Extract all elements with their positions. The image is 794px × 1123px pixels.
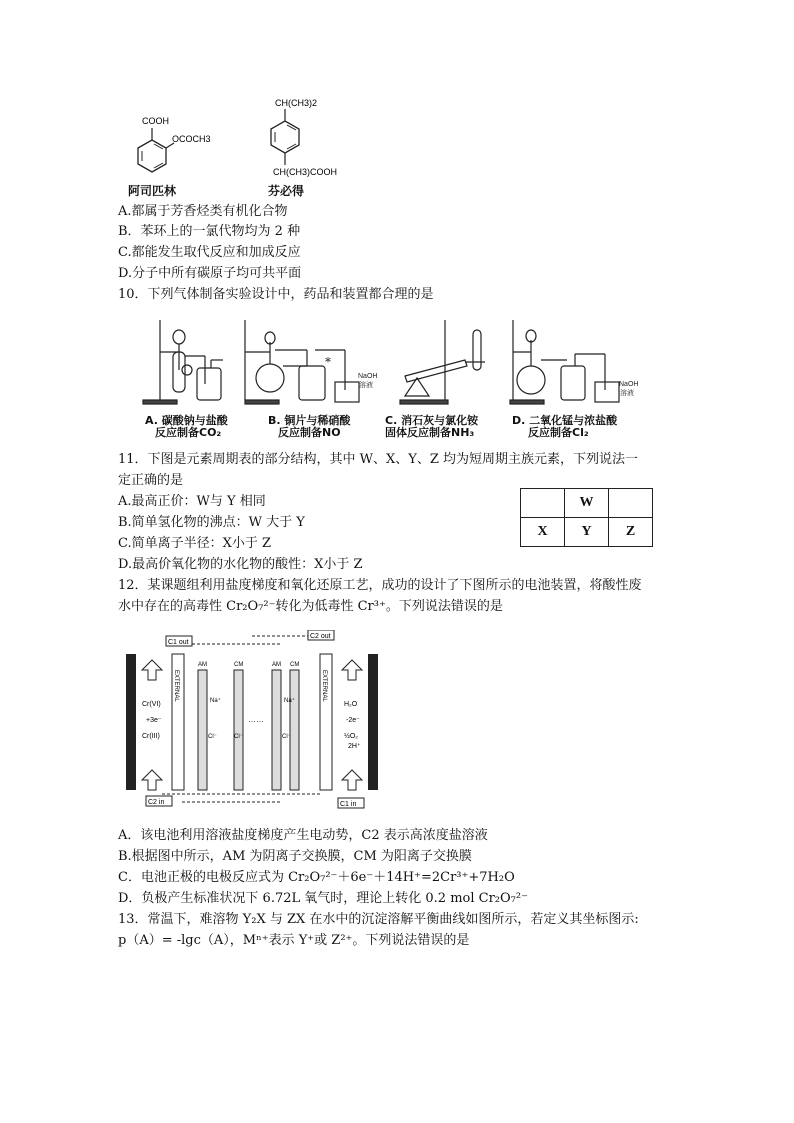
- q11-stem-2: 定正确的是: [118, 473, 184, 488]
- q12-stem-2c: 。下列说法错误的是: [385, 599, 503, 614]
- fenbid-bottom-group: CH(CH3)COOH: [273, 167, 337, 177]
- label-o2: ½O₂: [344, 733, 358, 740]
- q9-option-b: B．苯环上的一氯代物均为 2 种: [118, 224, 301, 239]
- q10-naoh-2b: 溶液: [620, 389, 634, 397]
- label-cr-vi: Cr(VI): [142, 701, 161, 708]
- label-na-2: Na⁺: [284, 698, 295, 704]
- q11-stem-1: 11．下图是元素周期表的部分结构，其中 W、X、Y、Z 均为短周期主族元素，下列说法一: [118, 452, 639, 467]
- q12-stem-2b: 转化为低毒性 Cr: [275, 599, 374, 614]
- fenbid-name: 芬必得: [268, 184, 305, 198]
- q13-stem-2: p（A）= -lgc（A），Mⁿ⁺表示 Y⁺或 Z²⁺。下列说法错误的是: [118, 933, 470, 948]
- label-na-1: Na⁺: [210, 698, 221, 704]
- q9-option-c: C.都能发生取代反应和加成反应: [118, 245, 301, 260]
- cell-y: Y: [565, 518, 609, 547]
- label-c1-in: C1 in: [340, 801, 357, 808]
- label-2h: 2H⁺: [348, 743, 361, 750]
- caption-b-line1: B. 铜片与稀硝酸: [268, 414, 351, 427]
- cell-empty: [521, 489, 565, 518]
- q11-option-d: D.最高价氧化物的水化物的酸性：X小于 Z: [118, 557, 363, 572]
- cell-empty: [609, 489, 653, 518]
- q10-stem: 10．下列气体制备实验设计中，药品和装置都合理的是: [118, 287, 434, 302]
- q12-stem-1: 12．某课题组利用盐度梯度和氧化还原工艺，成功的设计了下图所示的电池装置，将酸性废: [118, 578, 642, 593]
- label-external-left: EXTERNAL: [173, 670, 179, 702]
- periodic-table-fragment: [520, 488, 653, 547]
- label-cm-2: CM: [290, 662, 300, 668]
- label-minus-2e: -2e⁻: [346, 717, 360, 724]
- caption-b-line2: 反应制备NO: [278, 426, 341, 439]
- cr3-charge: ³⁺: [373, 599, 386, 614]
- label-c1-out: C1 out: [168, 639, 189, 646]
- apparatus-d: [510, 320, 619, 404]
- cell-w: W: [565, 489, 609, 518]
- label-h2o: H₂O: [344, 701, 358, 708]
- cell-x: X: [521, 518, 565, 547]
- cr2o7-formula: ₂O₇²⁻: [242, 599, 276, 614]
- apparatus-b: [245, 320, 359, 404]
- q12-stem-2: [118, 599, 503, 615]
- q12-option-d: D．负极产生标准状况下 6.72L 氧气时，理论上转化 0.2 mol Cr₂O₇²⁻: [118, 891, 528, 906]
- q11-option-c: C.简单离子半径：X小于 Z: [118, 536, 272, 551]
- label-cm-1: CM: [234, 662, 244, 668]
- label-cl-2: Cl⁻: [234, 734, 243, 740]
- label-c2-in: C2 in: [148, 799, 165, 806]
- label-am-1: AM: [198, 662, 207, 668]
- q11-option-b: B.简单氢化物的沸点：W 大于 Y: [118, 515, 305, 530]
- q10-star: *: [325, 355, 331, 369]
- q12-stem-2a: 水中存在的高毒性 Cr: [118, 599, 243, 614]
- label-am-2: AM: [272, 662, 281, 668]
- label-cl-3: Cl⁻: [282, 734, 291, 740]
- caption-c-line2: 固体反应制备NH₃: [385, 426, 475, 439]
- fenbid-structure: [255, 95, 375, 190]
- apparatus-a: [143, 320, 223, 404]
- q9-option-d: D.分子中所有碳原子均可共平面: [118, 266, 302, 281]
- q10-naoh-2: NaOH: [619, 381, 639, 388]
- cell-z: Z: [609, 518, 653, 547]
- aspirin-ococh3: OCOCH3: [172, 134, 211, 144]
- label-dots: ……: [248, 715, 264, 724]
- caption-a-line1: A. 碳酸钠与盐酸: [145, 414, 228, 427]
- q9-option-a: A.都属于芳香烃类有机化合物: [118, 204, 288, 219]
- q12-option-b: B.根据图中所示，AM 为阴离子交换膜，CM 为阳离子交换膜: [118, 849, 472, 864]
- apparatus-c: [400, 320, 485, 404]
- label-c2-out: C2 out: [310, 633, 331, 640]
- q11-option-a: A.最高正价：W与 Y 相同: [118, 494, 266, 509]
- q12-option-c: C．电池正极的电极反应式为 Cr₂O₇²⁻＋6e⁻＋14H⁺=2Cr³⁺+7H₂O: [118, 870, 515, 885]
- aspirin-name: 阿司匹林: [128, 184, 177, 198]
- fenbid-top-group: CH(CH3)2: [275, 98, 318, 108]
- label-cl-1: Cl⁻: [208, 734, 217, 740]
- label-cr-iii: Cr(III): [142, 733, 160, 740]
- caption-d-line2: 反应制备Cl₂: [528, 426, 589, 439]
- q10-naoh-1b: 溶液: [359, 381, 373, 389]
- q10-naoh-1: NaOH: [358, 373, 378, 380]
- q13-stem-1: 13．常温下，难溶物 Y₂X 与 ZX 在水中的沉淀溶解平衡曲线如图所示，若定义其坐标图示:: [118, 912, 639, 927]
- battery-diagram: [122, 630, 390, 810]
- caption-d-line1: D. 二氧化锰与浓盐酸: [512, 414, 618, 427]
- label-plus-3e: +3e⁻: [146, 717, 162, 724]
- q12-option-a: A．该电池利用溶液盐度梯度产生电动势，C2 表示高浓度盐溶液: [118, 828, 488, 843]
- caption-c-line1: C. 消石灰与氯化铵: [385, 414, 479, 427]
- caption-a-line2: 反应制备CO₂: [155, 426, 222, 439]
- aspirin-cooh: COOH: [142, 116, 169, 126]
- label-external-right: EXTERNAL: [321, 670, 327, 702]
